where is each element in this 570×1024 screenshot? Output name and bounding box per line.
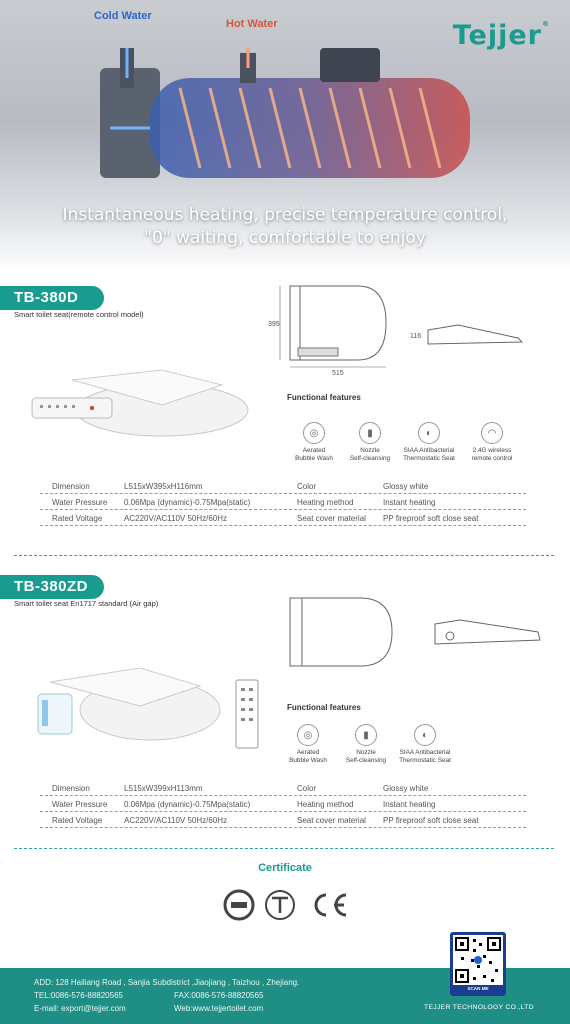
features-title-2: Functional features bbox=[287, 703, 361, 712]
model-badge-2: TB-380ZD bbox=[0, 575, 104, 599]
feature-bubble-wash-1: ◎ Aerated Bubble Wash bbox=[274, 422, 354, 463]
footer-email[interactable]: E-mail: export@tejjer.com bbox=[34, 1004, 126, 1013]
seat-photo-1 bbox=[22, 360, 254, 442]
hero-tagline-line2: "0" waiting, comfortable to enjoy bbox=[144, 228, 426, 248]
dimension-drawing-2 bbox=[270, 588, 550, 672]
dim-depth-1: 116 bbox=[410, 333, 422, 340]
footer-address: ADD: 128 Hailiang Road , Sanjia Subdistrict ,Jiaojiang , Taizhou , Zhejiang. bbox=[34, 978, 300, 987]
table-row: Rated Voltage AC220V/AC110V 50Hz/60Hz Seat cover material PP fireproof soft close seat bbox=[40, 510, 526, 526]
remote-drawing bbox=[232, 678, 262, 750]
footer-web[interactable]: Web:www.tejjertoilet.com bbox=[174, 1004, 264, 1013]
table-row: Rated Voltage AC220V/AC110V 50Hz/60Hz Seat cover material PP fireproof soft close seat bbox=[40, 812, 526, 828]
table-row: Dimension L515xW395xH116mm Color Glossy white bbox=[40, 478, 526, 494]
heater-illustration bbox=[90, 48, 490, 198]
hero-tagline-line1: Instantaneous heating, precise temperature control, bbox=[62, 205, 508, 225]
feature-nozzle-2: ▮ Nozzle Self-cleansing bbox=[326, 724, 406, 765]
dim-width-1: 515 bbox=[332, 370, 344, 377]
footer-tel: TEL:0086-576-88820565 bbox=[34, 991, 123, 1000]
dimension-drawing-1 bbox=[268, 278, 538, 378]
bubble-icon: ◎ bbox=[303, 422, 325, 444]
feature-seat-heat-1: ◐ SIAA Antibacterial Thermostatic Seat bbox=[389, 422, 469, 463]
hot-water-label: Hot Water bbox=[226, 18, 278, 30]
scan-me-label: SCAN ME bbox=[467, 986, 489, 991]
bubble-icon: ◎ bbox=[297, 724, 319, 746]
table-row: Water Pressure 0.06Mpa (dynamic)-0.75Mpa(static) Heating method Instant heating bbox=[40, 494, 526, 510]
product-subtitle-2: Smart toilet seat En1717 standard (Air gap) bbox=[14, 599, 159, 608]
spec-table-1 bbox=[40, 478, 526, 526]
seat-photo-2 bbox=[30, 652, 230, 748]
certificate-title: Certificate bbox=[258, 862, 312, 874]
dim-height-1: 395 bbox=[268, 321, 280, 328]
product-subtitle-1: Smart toilet seat(remote control model) bbox=[14, 310, 144, 319]
section-divider-1 bbox=[14, 555, 554, 556]
model-badge-1: TB-380D bbox=[0, 286, 104, 310]
section-divider-2 bbox=[14, 848, 554, 849]
table-row: Water Pressure 0.06Mpa (dynamic)-0.75Mpa(static) Heating method Instant heating bbox=[40, 796, 526, 812]
ce-logo-icon bbox=[316, 895, 346, 915]
spec-table-2 bbox=[40, 780, 526, 828]
csa-logo-icon bbox=[225, 891, 253, 919]
feature-wireless-1: ◠ 2.4G wireless remote control bbox=[452, 422, 532, 463]
cold-water-label: Cold Water bbox=[94, 10, 152, 22]
certificate-logos bbox=[222, 888, 352, 922]
wireless-icon: ◠ bbox=[481, 422, 503, 444]
seat-heat-icon: ◐ bbox=[418, 422, 440, 444]
feature-nozzle-1: ▮ Nozzle Self-cleansing bbox=[330, 422, 410, 463]
brand-logo: Tejjer® bbox=[452, 20, 550, 51]
feature-bubble-wash-2: ◎ Aerated Bubble Wash bbox=[268, 724, 348, 765]
nozzle-icon: ▮ bbox=[355, 724, 377, 746]
feature-seat-heat-2: ◐ SIAA Antibacterial Thermostatic Seat bbox=[385, 724, 465, 765]
nozzle-icon: ▮ bbox=[359, 422, 381, 444]
etl-logo-icon bbox=[266, 891, 294, 919]
footer-fax: FAX:0086-576-88820565 bbox=[174, 991, 264, 1000]
company-name: TEJJER TECHNOLOGY CO.,LTD bbox=[424, 1004, 534, 1011]
qr-code[interactable] bbox=[450, 932, 506, 996]
features-title-1: Functional features bbox=[287, 393, 361, 402]
hero-banner bbox=[0, 0, 570, 272]
seat-heat-icon: ◐ bbox=[414, 724, 436, 746]
qr-code-image bbox=[453, 935, 503, 985]
table-row: Dimension L515xW399xH113mm Color Glossy white bbox=[40, 780, 526, 796]
